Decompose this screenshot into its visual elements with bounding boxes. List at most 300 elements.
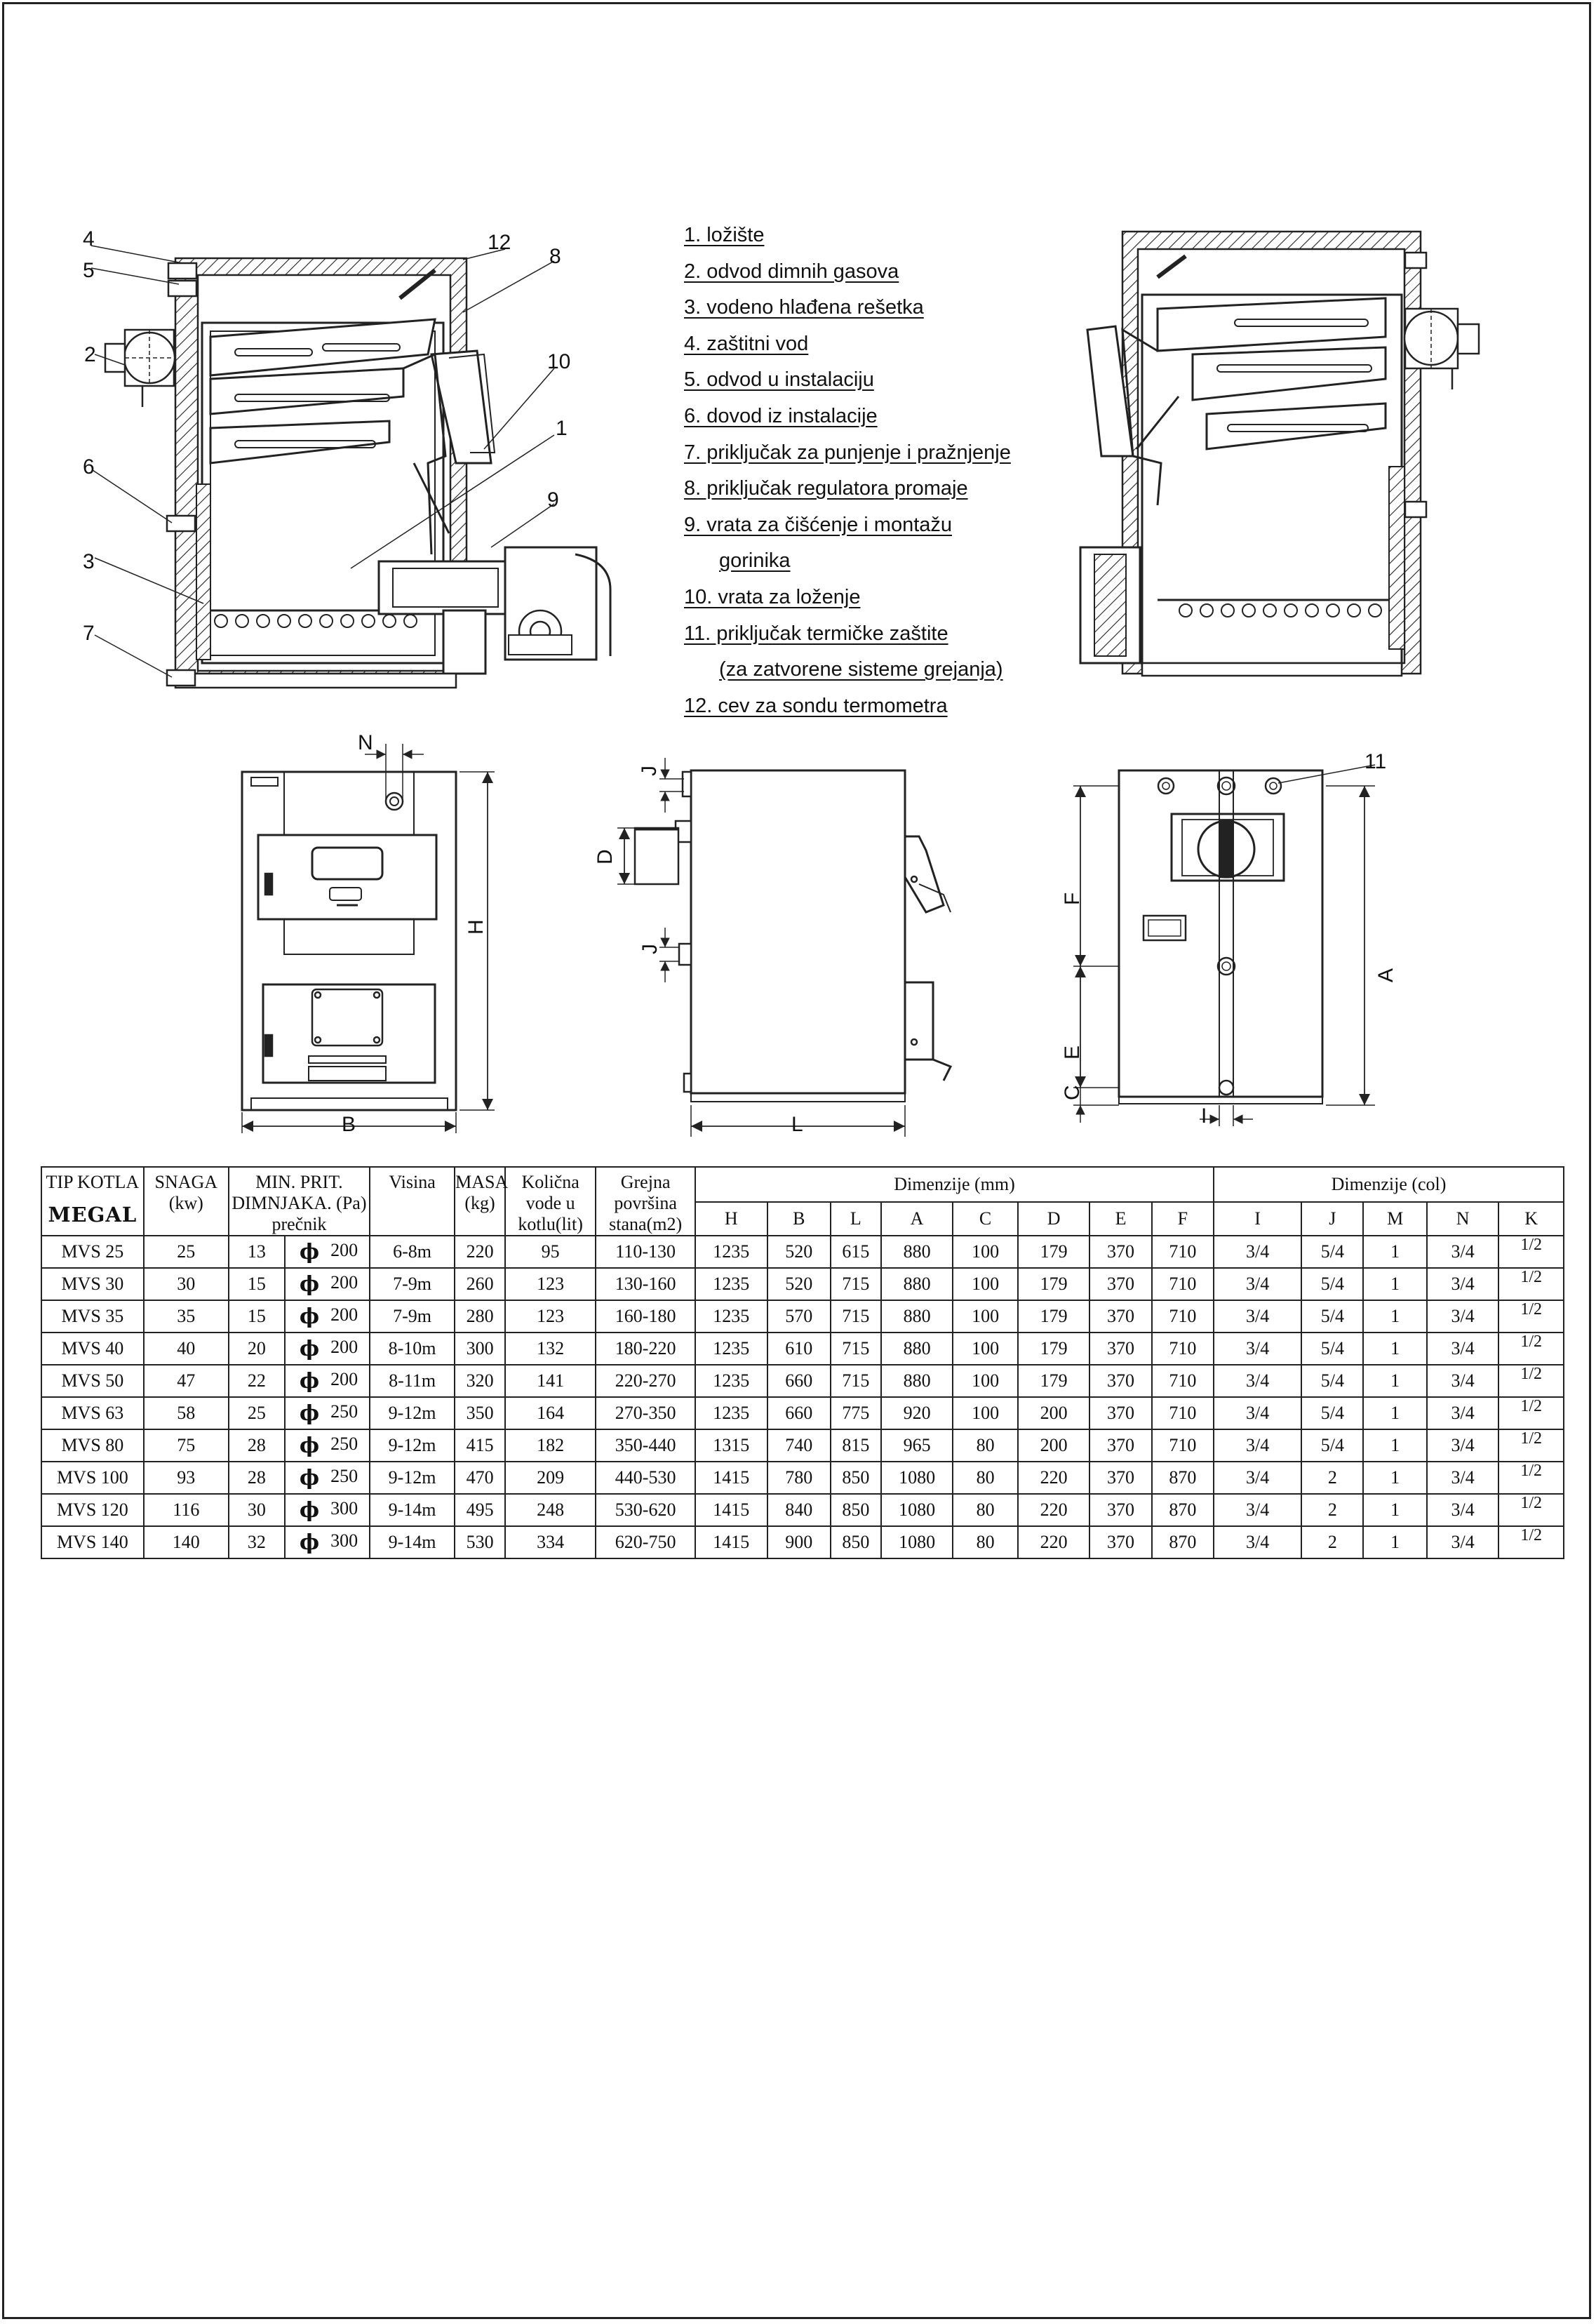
cell-masa: 320 xyxy=(455,1365,505,1397)
dim-label-D: D xyxy=(594,849,617,864)
cell-tip: MVS 35 xyxy=(41,1300,144,1333)
cell-tip: MVS 80 xyxy=(41,1429,144,1462)
cell-d xyxy=(285,1429,370,1462)
table-row xyxy=(41,1300,1564,1333)
cell-f: 710 xyxy=(1152,1365,1214,1397)
cell-pa: 28 xyxy=(229,1429,285,1462)
cell-d: 179 xyxy=(1018,1300,1090,1333)
cell-a: 965 xyxy=(881,1429,953,1462)
cell-l: 850 xyxy=(831,1526,881,1558)
cell-e: 370 xyxy=(1089,1300,1151,1333)
cell-tip: MVS 30 xyxy=(41,1268,144,1300)
cell-l: 850 xyxy=(831,1462,881,1494)
cell-m: 1 xyxy=(1363,1300,1426,1333)
dim-label-E: E xyxy=(1061,1045,1084,1060)
cell-snaga: 30 xyxy=(144,1268,229,1300)
cell-vode: 123 xyxy=(505,1268,596,1300)
callout-10: 10 xyxy=(547,350,571,373)
legend-item: 1. ložište xyxy=(684,224,765,246)
header-min-prit: MIN. PRIT. DIMNJAKA. (Pa) prečnik xyxy=(229,1167,370,1236)
cell-tip: MVS 140 xyxy=(41,1526,144,1558)
dim-label-J-bottom: J xyxy=(638,944,662,954)
subheader-l: L xyxy=(831,1202,881,1236)
legend-item: 11. priključak termičke zaštite xyxy=(684,622,948,645)
cell-grejna: 160-180 xyxy=(596,1300,695,1333)
cell-a: 1080 xyxy=(881,1462,953,1494)
cell-b: 570 xyxy=(767,1300,831,1333)
cell-a: 920 xyxy=(881,1397,953,1429)
subheader-col-k: K xyxy=(1498,1202,1564,1236)
cell-i: 3/4 xyxy=(1214,1268,1301,1300)
cell-c: 80 xyxy=(953,1462,1017,1494)
dim-label-H: H xyxy=(464,919,488,935)
cell-i: 3/4 xyxy=(1214,1429,1301,1462)
cell-b: 660 xyxy=(767,1397,831,1429)
legend-item: 2. odvod dimnih gasova xyxy=(684,260,899,283)
cell-snaga: 93 xyxy=(144,1462,229,1494)
subheader-c: C xyxy=(953,1202,1017,1236)
cell-masa: 415 xyxy=(455,1429,505,1462)
cell-j: 5/4 xyxy=(1301,1333,1363,1365)
cell-grejna: 180-220 xyxy=(596,1333,695,1365)
cell-k: 1/2 xyxy=(1498,1526,1564,1558)
cell-pa: 28 xyxy=(229,1462,285,1494)
cell-h: 1235 xyxy=(695,1333,767,1365)
cell-vis: 8-10m xyxy=(370,1333,455,1365)
cell-n: 3/4 xyxy=(1427,1397,1499,1429)
legend-item: gorinika xyxy=(719,549,791,573)
cell-h: 1415 xyxy=(695,1494,767,1526)
cell-h: 1235 xyxy=(695,1268,767,1300)
cell-f: 710 xyxy=(1152,1300,1214,1333)
cell-grejna: 530-620 xyxy=(596,1494,695,1526)
subheader-b: B xyxy=(767,1202,831,1236)
cell-vis: 9-14m xyxy=(370,1526,455,1558)
callout-6: 6 xyxy=(83,455,95,479)
cell-i: 3/4 xyxy=(1214,1494,1301,1526)
legend-item: 3. vodeno hlađena rešetka xyxy=(684,296,924,319)
cell-f: 710 xyxy=(1152,1333,1214,1365)
cell-vode: 248 xyxy=(505,1494,596,1526)
diameter-value: 200 xyxy=(330,1304,358,1325)
cell-d xyxy=(285,1268,370,1300)
cell-k: 1/2 xyxy=(1498,1300,1564,1333)
cell-i: 3/4 xyxy=(1214,1333,1301,1365)
header-snaga: SNAGA (kw) xyxy=(144,1167,229,1236)
cell-f: 710 xyxy=(1152,1268,1214,1300)
subheader-f: F xyxy=(1152,1202,1214,1236)
legend-item: (za zatvorene sisteme grejanja) xyxy=(719,658,1003,681)
cell-masa: 260 xyxy=(455,1268,505,1300)
cell-k: 1/2 xyxy=(1498,1397,1564,1429)
cell-k: 1/2 xyxy=(1498,1365,1564,1397)
cell-vode: 182 xyxy=(505,1429,596,1462)
cell-h: 1235 xyxy=(695,1365,767,1397)
cell-vis: 9-12m xyxy=(370,1397,455,1429)
callout-12: 12 xyxy=(488,231,511,254)
cell-f: 710 xyxy=(1152,1397,1214,1429)
callout-3: 3 xyxy=(83,550,95,573)
cell-grejna: 620-750 xyxy=(596,1526,695,1558)
dim-label-I: I xyxy=(1201,1104,1207,1128)
cell-i: 3/4 xyxy=(1214,1300,1301,1333)
cell-b: 900 xyxy=(767,1526,831,1558)
cell-n: 3/4 xyxy=(1427,1300,1499,1333)
legend-item: 6. dovod iz instalacije xyxy=(684,404,878,427)
cell-a: 1080 xyxy=(881,1526,953,1558)
cell-d: 179 xyxy=(1018,1236,1090,1268)
legend-item: 7. priključak za punjenje i pražnjenje xyxy=(684,441,1011,464)
diameter-symbol: ϕ xyxy=(299,1401,320,1426)
cell-h: 1415 xyxy=(695,1462,767,1494)
subheader-a: A xyxy=(881,1202,953,1236)
spec-table xyxy=(41,1166,1564,1559)
cell-e: 370 xyxy=(1089,1462,1151,1494)
dim-label-L: L xyxy=(791,1113,803,1136)
cell-snaga: 47 xyxy=(144,1365,229,1397)
cell-snaga: 35 xyxy=(144,1300,229,1333)
cell-e: 370 xyxy=(1089,1333,1151,1365)
callout-9: 9 xyxy=(547,488,559,512)
cell-i: 3/4 xyxy=(1214,1462,1301,1494)
cell-grejna: 130-160 xyxy=(596,1268,695,1300)
cell-vis: 9-12m xyxy=(370,1429,455,1462)
cell-e: 370 xyxy=(1089,1268,1151,1300)
cell-h: 1235 xyxy=(695,1300,767,1333)
cell-d: 220 xyxy=(1018,1462,1090,1494)
cell-d xyxy=(285,1526,370,1558)
cell-l: 715 xyxy=(831,1300,881,1333)
callout-2: 2 xyxy=(84,343,96,366)
cell-n: 3/4 xyxy=(1427,1429,1499,1462)
cell-b: 660 xyxy=(767,1365,831,1397)
header-tip-text: TIP KOTLA xyxy=(46,1172,140,1192)
cell-grejna: 440-530 xyxy=(596,1462,695,1494)
subheader-h: H xyxy=(695,1202,767,1236)
legend-item: 10. vrata za loženje xyxy=(684,585,861,608)
table-row xyxy=(41,1397,1564,1429)
cell-a: 1080 xyxy=(881,1494,953,1526)
callout-1: 1 xyxy=(556,417,568,440)
cell-k: 1/2 xyxy=(1498,1494,1564,1526)
cell-c: 100 xyxy=(953,1268,1017,1300)
header-dimenzije-col: Dimenzije (col) xyxy=(1214,1167,1564,1202)
table-row xyxy=(41,1429,1564,1462)
header-tip-kotla xyxy=(41,1167,144,1236)
cell-masa: 300 xyxy=(455,1333,505,1365)
cell-d xyxy=(285,1333,370,1365)
cell-b: 740 xyxy=(767,1429,831,1462)
cell-e: 370 xyxy=(1089,1494,1151,1526)
diameter-symbol: ϕ xyxy=(299,1368,320,1394)
dim-label-N: N xyxy=(358,731,373,754)
cell-grejna: 220-270 xyxy=(596,1365,695,1397)
cell-a: 880 xyxy=(881,1300,953,1333)
cell-a: 880 xyxy=(881,1236,953,1268)
callout-4: 4 xyxy=(83,227,95,251)
header-dimenzije-mm: Dimenzije (mm) xyxy=(695,1167,1214,1202)
cell-vode: 164 xyxy=(505,1397,596,1429)
cell-m: 1 xyxy=(1363,1397,1426,1429)
legend-item: 8. priključak regulatora promaje xyxy=(684,477,968,500)
cell-tip: MVS 120 xyxy=(41,1494,144,1526)
cell-pa: 13 xyxy=(229,1236,285,1268)
cell-masa: 470 xyxy=(455,1462,505,1494)
diameter-symbol: ϕ xyxy=(299,1271,320,1297)
subheader-d: D xyxy=(1018,1202,1090,1236)
cell-snaga: 25 xyxy=(144,1236,229,1268)
cell-vode: 334 xyxy=(505,1526,596,1558)
cell-l: 775 xyxy=(831,1397,881,1429)
cell-tip: MVS 50 xyxy=(41,1365,144,1397)
cell-d: 220 xyxy=(1018,1526,1090,1558)
cell-snaga: 75 xyxy=(144,1429,229,1462)
cell-k: 1/2 xyxy=(1498,1236,1564,1268)
callout-7: 7 xyxy=(83,622,95,645)
cell-b: 840 xyxy=(767,1494,831,1526)
cell-e: 370 xyxy=(1089,1236,1151,1268)
cell-pa: 22 xyxy=(229,1365,285,1397)
cell-k: 1/2 xyxy=(1498,1268,1564,1300)
dim-label-F: F xyxy=(1061,892,1084,905)
cell-pa: 15 xyxy=(229,1268,285,1300)
cell-j: 5/4 xyxy=(1301,1300,1363,1333)
legend-item: 5. odvod u instalaciju xyxy=(684,368,874,392)
cell-m: 1 xyxy=(1363,1333,1426,1365)
header-grejna: Grejna površina stana(m2) xyxy=(596,1167,695,1236)
cell-k: 1/2 xyxy=(1498,1429,1564,1462)
cell-d: 200 xyxy=(1018,1429,1090,1462)
cell-c: 80 xyxy=(953,1526,1017,1558)
cell-m: 1 xyxy=(1363,1526,1426,1558)
cell-m: 1 xyxy=(1363,1365,1426,1397)
cell-a: 880 xyxy=(881,1333,953,1365)
cell-vis: 8-11m xyxy=(370,1365,455,1397)
subheader-col-m: M xyxy=(1363,1202,1426,1236)
cell-b: 520 xyxy=(767,1268,831,1300)
brand-megal: MEGAL xyxy=(48,1203,138,1227)
cell-vode: 209 xyxy=(505,1462,596,1494)
cell-k: 1/2 xyxy=(1498,1333,1564,1365)
cell-masa: 350 xyxy=(455,1397,505,1429)
cell-a: 880 xyxy=(881,1365,953,1397)
cell-b: 780 xyxy=(767,1462,831,1494)
cell-d: 179 xyxy=(1018,1365,1090,1397)
diameter-value: 300 xyxy=(330,1530,358,1551)
cell-j: 2 xyxy=(1301,1462,1363,1494)
cell-j: 5/4 xyxy=(1301,1365,1363,1397)
diameter-value: 200 xyxy=(330,1336,358,1357)
cell-grejna: 110-130 xyxy=(596,1236,695,1268)
cell-j: 2 xyxy=(1301,1526,1363,1558)
cell-snaga: 40 xyxy=(144,1333,229,1365)
cell-d xyxy=(285,1494,370,1526)
legend-item: 4. zaštitni vod xyxy=(684,332,809,355)
header-visina: Visina xyxy=(370,1167,455,1236)
cell-m: 1 xyxy=(1363,1462,1426,1494)
cell-c: 100 xyxy=(953,1397,1017,1429)
diameter-value: 250 xyxy=(330,1433,358,1454)
cell-f: 710 xyxy=(1152,1429,1214,1462)
cell-tip: MVS 100 xyxy=(41,1462,144,1494)
cell-l: 715 xyxy=(831,1268,881,1300)
cell-n: 3/4 xyxy=(1427,1462,1499,1494)
cell-grejna: 350-440 xyxy=(596,1429,695,1462)
cell-f: 870 xyxy=(1152,1462,1214,1494)
table-row xyxy=(41,1365,1564,1397)
cell-l: 715 xyxy=(831,1365,881,1397)
cell-a: 880 xyxy=(881,1268,953,1300)
cell-n: 3/4 xyxy=(1427,1268,1499,1300)
cell-d xyxy=(285,1365,370,1397)
cell-c: 100 xyxy=(953,1300,1017,1333)
legend-item: 12. cev za sondu termometra xyxy=(684,694,948,717)
cell-grejna: 270-350 xyxy=(596,1397,695,1429)
cell-h: 1235 xyxy=(695,1236,767,1268)
dim-label-J-top: J xyxy=(638,766,661,776)
cell-vode: 123 xyxy=(505,1300,596,1333)
cell-vis: 9-12m xyxy=(370,1462,455,1494)
diameter-symbol: ϕ xyxy=(299,1239,320,1264)
cell-pa: 30 xyxy=(229,1494,285,1526)
table-row xyxy=(41,1236,1564,1268)
subheader-col-n: N xyxy=(1427,1202,1499,1236)
cell-l: 715 xyxy=(831,1333,881,1365)
cell-snaga: 58 xyxy=(144,1397,229,1429)
diameter-symbol: ϕ xyxy=(299,1497,320,1523)
cell-tip: MVS 40 xyxy=(41,1333,144,1365)
cell-b: 610 xyxy=(767,1333,831,1365)
cell-h: 1315 xyxy=(695,1429,767,1462)
subheader-col-j: J xyxy=(1301,1202,1363,1236)
cell-i: 3/4 xyxy=(1214,1365,1301,1397)
side-view xyxy=(617,758,951,1137)
diameter-value: 200 xyxy=(330,1368,358,1389)
cell-f: 870 xyxy=(1152,1526,1214,1558)
cell-j: 5/4 xyxy=(1301,1236,1363,1268)
table-row xyxy=(41,1526,1564,1558)
cell-vis: 7-9m xyxy=(370,1268,455,1300)
table-row xyxy=(41,1333,1564,1365)
cell-snaga: 140 xyxy=(144,1526,229,1558)
table-row xyxy=(41,1268,1564,1300)
cell-j: 2 xyxy=(1301,1494,1363,1526)
cell-n: 3/4 xyxy=(1427,1494,1499,1526)
cell-n: 3/4 xyxy=(1427,1333,1499,1365)
cell-i: 3/4 xyxy=(1214,1397,1301,1429)
cell-d: 220 xyxy=(1018,1494,1090,1526)
cell-i: 3/4 xyxy=(1214,1526,1301,1558)
cell-f: 870 xyxy=(1152,1494,1214,1526)
cell-i: 3/4 xyxy=(1214,1236,1301,1268)
dim-label-A: A xyxy=(1374,968,1397,982)
cell-f: 710 xyxy=(1152,1236,1214,1268)
diameter-value: 250 xyxy=(330,1465,358,1486)
cell-m: 1 xyxy=(1363,1429,1426,1462)
cell-m: 1 xyxy=(1363,1236,1426,1268)
cell-e: 370 xyxy=(1089,1365,1151,1397)
cell-vode: 141 xyxy=(505,1365,596,1397)
cell-j: 5/4 xyxy=(1301,1397,1363,1429)
cell-masa: 495 xyxy=(455,1494,505,1526)
cell-d: 179 xyxy=(1018,1333,1090,1365)
diameter-symbol: ϕ xyxy=(299,1433,320,1458)
cell-vis: 7-9m xyxy=(370,1300,455,1333)
legend-item: 9. vrata za čišćenje i montažu xyxy=(684,513,953,536)
cell-m: 1 xyxy=(1363,1268,1426,1300)
cell-n: 3/4 xyxy=(1427,1365,1499,1397)
cell-l: 615 xyxy=(831,1236,881,1268)
cell-j: 5/4 xyxy=(1301,1429,1363,1462)
callout-11: 11 xyxy=(1364,750,1387,773)
cell-j: 5/4 xyxy=(1301,1268,1363,1300)
cell-masa: 280 xyxy=(455,1300,505,1333)
cell-d xyxy=(285,1462,370,1494)
cell-vis: 6-8m xyxy=(370,1236,455,1268)
cell-e: 370 xyxy=(1089,1397,1151,1429)
table-row xyxy=(41,1462,1564,1494)
diameter-value: 200 xyxy=(330,1239,358,1260)
cell-pa: 15 xyxy=(229,1300,285,1333)
cell-c: 80 xyxy=(953,1494,1017,1526)
diameter-value: 250 xyxy=(330,1401,358,1422)
cell-b: 520 xyxy=(767,1236,831,1268)
subheader-e: E xyxy=(1089,1202,1151,1236)
callout-5: 5 xyxy=(83,259,95,282)
cell-d xyxy=(285,1397,370,1429)
cell-vis: 9-14m xyxy=(370,1494,455,1526)
cell-h: 1415 xyxy=(695,1526,767,1558)
cell-d: 179 xyxy=(1018,1268,1090,1300)
cell-c: 100 xyxy=(953,1365,1017,1397)
cell-l: 850 xyxy=(831,1494,881,1526)
diameter-symbol: ϕ xyxy=(299,1465,320,1490)
subheader-col-i: I xyxy=(1214,1202,1301,1236)
front-view xyxy=(242,744,495,1133)
cell-pa: 32 xyxy=(229,1526,285,1558)
cell-masa: 530 xyxy=(455,1526,505,1558)
cell-masa: 220 xyxy=(455,1236,505,1268)
cell-e: 370 xyxy=(1089,1526,1151,1558)
cell-tip: MVS 25 xyxy=(41,1236,144,1268)
left-section-view xyxy=(91,246,610,688)
cell-d xyxy=(285,1300,370,1333)
header-masa: MASA (kg) xyxy=(455,1167,505,1236)
cell-l: 815 xyxy=(831,1429,881,1462)
diameter-symbol: ϕ xyxy=(299,1336,320,1361)
parts-legend xyxy=(684,218,1063,724)
cell-d: 200 xyxy=(1018,1397,1090,1429)
diameter-value: 300 xyxy=(330,1497,358,1518)
diameter-value: 200 xyxy=(330,1271,358,1293)
diameter-symbol: ϕ xyxy=(299,1530,320,1555)
header-kolicina: Količna vode u kotlu(lit) xyxy=(505,1167,596,1236)
dim-label-B: B xyxy=(342,1113,356,1136)
right-section-view xyxy=(1080,232,1479,676)
cell-n: 3/4 xyxy=(1427,1526,1499,1558)
cell-c: 100 xyxy=(953,1236,1017,1268)
cell-d xyxy=(285,1236,370,1268)
cell-n: 3/4 xyxy=(1427,1236,1499,1268)
cell-snaga: 116 xyxy=(144,1494,229,1526)
cell-vode: 132 xyxy=(505,1333,596,1365)
cell-c: 100 xyxy=(953,1333,1017,1365)
cell-h: 1235 xyxy=(695,1397,767,1429)
diameter-symbol: ϕ xyxy=(299,1304,320,1329)
table-row xyxy=(41,1494,1564,1526)
dim-label-C: C xyxy=(1061,1085,1084,1100)
callout-8: 8 xyxy=(549,245,561,268)
